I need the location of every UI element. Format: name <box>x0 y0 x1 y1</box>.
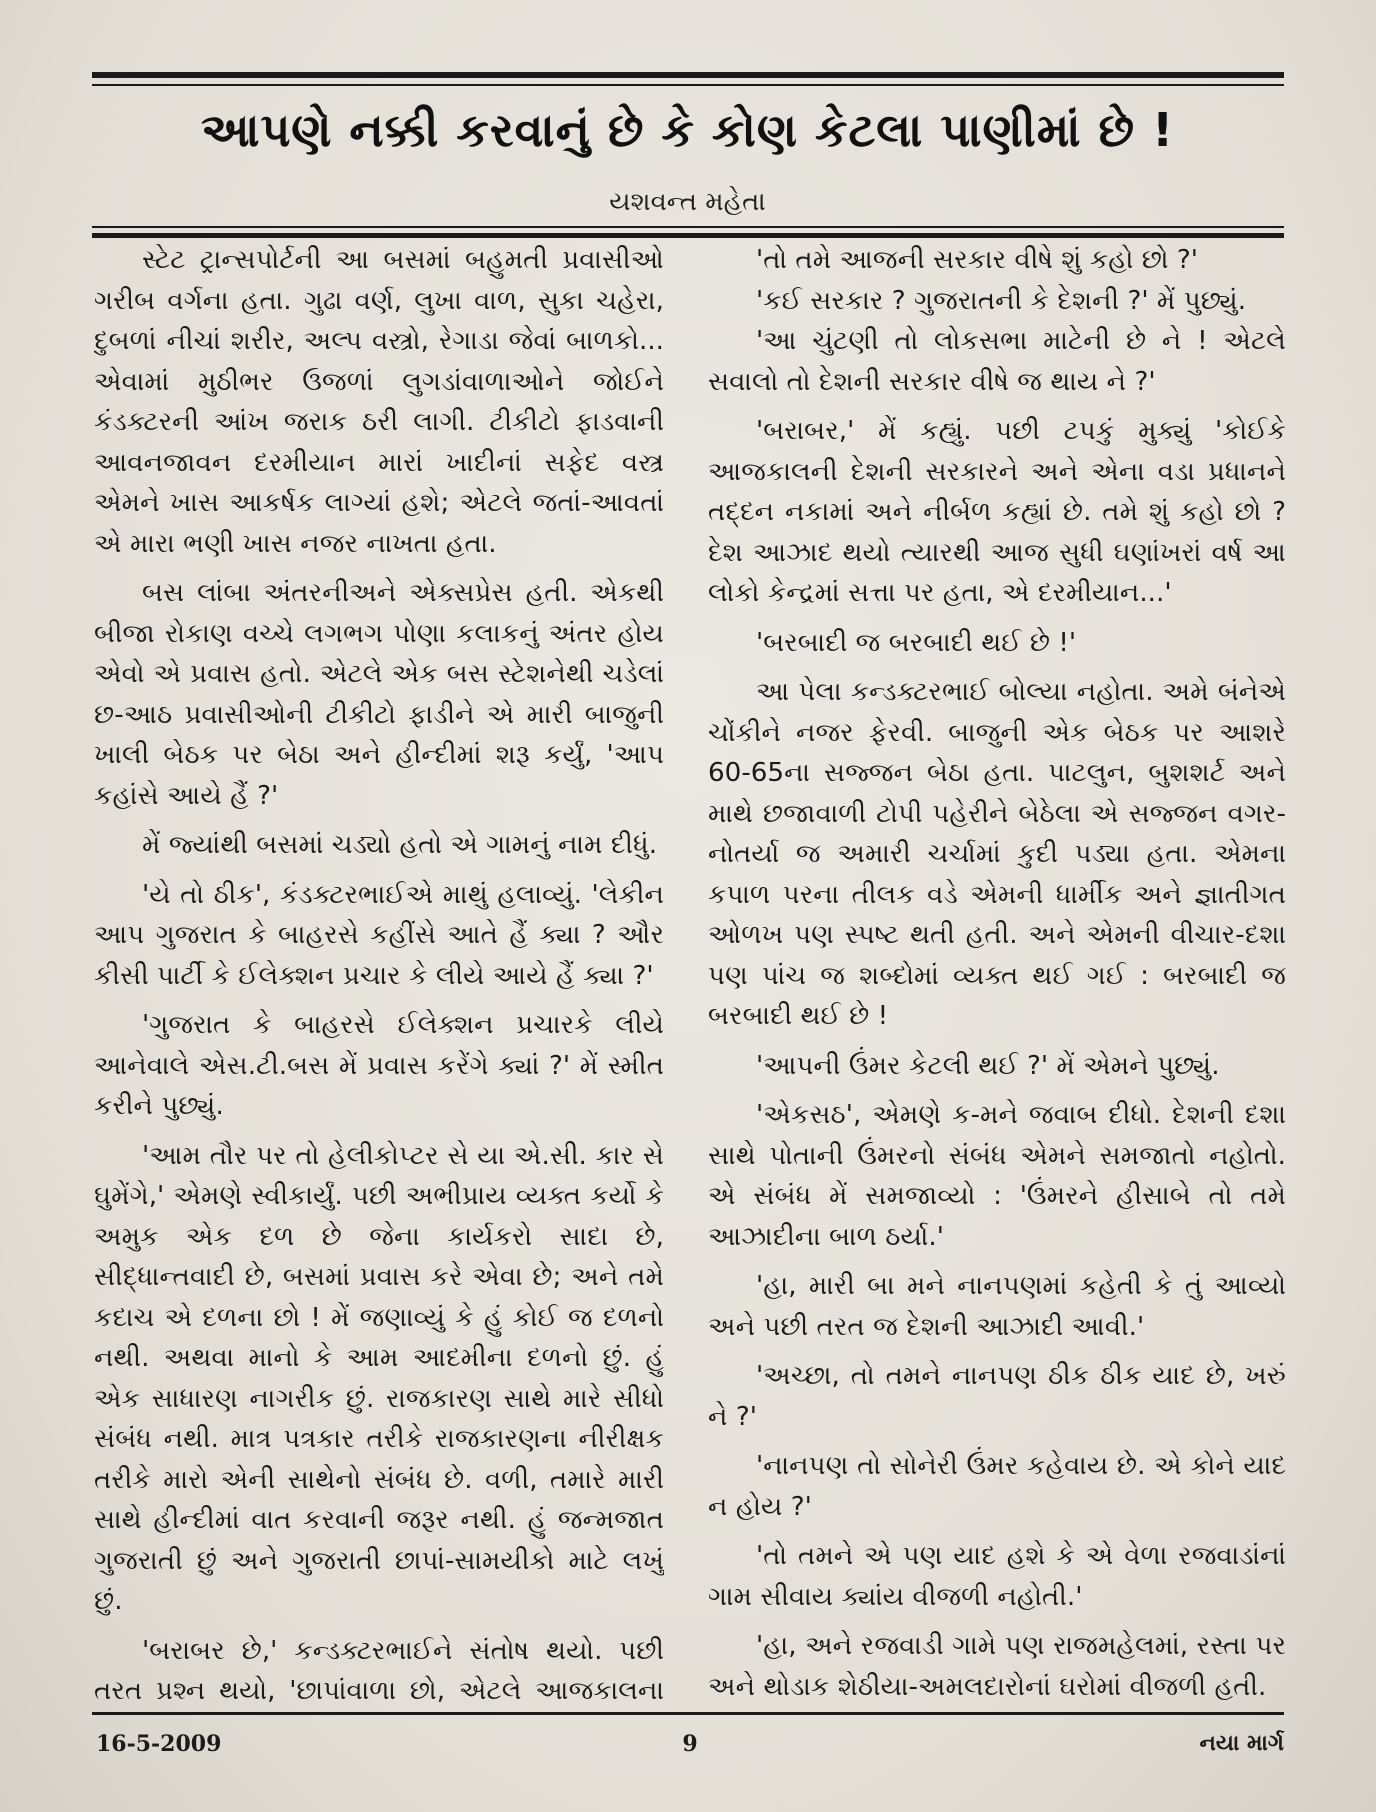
paragraph: 'એકસઠ', એમણે ક-મને જવાબ દીધો. દેશની દશા સાથે પોતાની ઉંમરનો સંબંધ એમને સમજાતો નહોતો. એ સંબંધ મેં સમજાવ્યો : 'ઉંમરને હીસાબે તો તમે આઝાદીના બાળ ઠર્યા.' <box>708 1100 1286 1252</box>
paragraph: બસ લાંબા અંતરનીઅને એક્સપ્રેસ હતી. એકથી બીજા રોકાણ વચ્ચે લગભગ પોણા કલાકનું અંતર હોય એવો એ પ્રવાસ હતો. એટલે એક બસ સ્ટેશનેથી ચડેલાં છ-આઠ પ્રવાસીઓની ટીકીટો ફાડીને એ મારી બાજુની ખાલી બેઠક પર બેઠા અને હીન્દીમાં શરૂ કર્યું, 'આપ કહાંસે આયે હૈં ?' <box>94 578 664 811</box>
paragraph: સ્ટેટ ટ્રાન્સપોર્ટની આ બસમાં બહુમતી પ્રવાસીઓ ગરીબ વર્ગના હતા. ગુઢા વર્ણ, લુખા વાળ, સુકા ચહેરા, દુબળાં નીચાં શરીર, અલ્પ વસ્ત્રો, રેગાડા જેવાં બાળકો... એવામાં મુઠીભર ઉજળાં લુગડાંવાળાઓને જોઈને કંડક્ટરની આંખ જરાક ઠરી લાગી. ટીકીટો ફાડવાની આવનજાવન દરમીયાન મારાં ખાદીનાં સફેદ વસ્ત્ર એમને ખાસ આકર્ષક લાગ્યાં હશે; એટલે જતાં-આવતાં એ મારા ભણી ખાસ નજર નાખતા હતા. <box>94 245 664 559</box>
left-column <box>94 240 664 1705</box>
header-rule-thin <box>92 226 1284 228</box>
paragraph: 'અચ્છા, તો તમને નાનપણ ઠીક ઠીક યાદ છે, ખરું ને ?' <box>708 1361 1286 1432</box>
paragraph: 'ગુજરાત કે બાહરસે ઈલેક્શન પ્રચારકે લીયે આનેવાલે એસ.ટી.બસ મેં પ્રવાસ કરેંગે ક્યાં ?' મેં સ્મીત કરીને પુછ્યું. <box>94 1010 664 1121</box>
top-rule-thin <box>92 84 1284 86</box>
paragraph: 'કઈ સરકાર ? ગુજરાતની કે દેશની ?' મેં પુછ્યું. <box>756 285 1247 316</box>
article-author: યશવન્ત મહેતા <box>609 187 766 217</box>
paragraph: 'આ ચુંટણી તો લોકસભા માટેની છે ને ! એટલે સવાલો તો દેશની સરકાર વીષે જ થાય ને ?' <box>708 326 1286 397</box>
right-column <box>708 240 1286 1705</box>
paragraph: 'તો તમે આજની સરકાર વીષે શું કહો છો ?' <box>756 245 1199 275</box>
paragraph: 'નાનપણ તો સોનેરી ઉંમર કહેવાય છે. એ કોને યાદ ન હોય ?' <box>708 1451 1286 1522</box>
footer-date: 16-5-2009 <box>96 1731 222 1757</box>
paragraph: 'આપની ઉંમર કેટલી થઈ ?' મેં એમને પુછ્યું. <box>756 1050 1220 1081</box>
paragraph: 'હા, અને રજવાડી ગામે પણ રાજમહેલમાં, રસ્તા પર અને થોડાક શેઠીયા-અમલદારોનાં ઘરોમાં વીજળી હતી. <box>708 1631 1286 1702</box>
paragraph: આ પેલા કન્ડક્ટરભાઈ બોલ્યા નહોતા. અમે બંનેએ ચોંકીને નજર ફેરવી. બાજુની એક બેઠક પર આશરે 60-65ના સજ્જન બેઠા હતા. પાટલુન, બુશશર્ટ અને માથે છજાવાળી ટોપી પહેરીને બેઠેલા એ સજ્જન વગર-નોતર્યા જ અમારી ચર્ચામાં કુદી પડ્યા હતા. એમના કપાળ પરના તીલક વડે એમની ધાર્મીક અને જ્ઞાતીગત ઓળખ પણ સ્પષ્ટ થતી હતી. અને એમની વીચાર-દશા પણ પાંચ જ શબ્દોમાં વ્યક્ત થઈ ગઈ : બરબાદી જ બરબાદી થઈ છે ! <box>708 677 1286 1031</box>
paragraph: 'બરાબર,' મેં કહ્યું. પછી ટપકું મુક્યું 'કોઈકે આજકાલની દેશની સરકારને અને એના વડા પ્રધાનને તદ્દન નકામાં અને નીર્બળ કહ્યાં છે. તમે શું કહો છો ? દેશ આઝાદ થયો ત્યારથી આજ સુધી ઘણાંખરાં વર્ષ આ લોકો કેન્દ્રમાં સત્તા પર હતા, એ દરમીયાન...' <box>708 416 1286 608</box>
paragraph: 'હા, મારી બા મને નાનપણમાં કહેતી કે તું આવ્યો અને પછી તરત જ દેશની આઝાદી આવી.' <box>708 1271 1286 1342</box>
paragraph: 'બરાબર છે,' કન્ડક્ટરભાઈને સંતોષ થયો. પછી તરત પ્રશ્ન થયો, 'છાપાંવાળા છો, એટલે આજકાલના <box>94 1635 664 1705</box>
paragraph: 'યે તો ઠીક', કંડક્ટરભાઈએ માથું હલાવ્યું. 'લેકીન આપ ગુજરાત કે બાહરસે કહીંસે આતે હૈં ક્યા ? ઔર કીસી પાર્ટી કે ઈલેક્શન પ્રચાર કે લીયે આયે હૈં ક્યા ?' <box>94 879 664 991</box>
paragraph: 'બરબાદી જ બરબાદી થઈ છે !' <box>756 627 1077 658</box>
article-title: આપણે નક્કી કરવાનું છે કે કોણ કેટલા પાણીમાં છે ! <box>200 103 1175 157</box>
footer-publication: નયા માર્ગ <box>1199 1731 1284 1756</box>
top-rule-thick <box>92 72 1284 78</box>
header-rule-thick <box>92 233 1284 238</box>
paragraph: મેં જ્યાંથી બસમાં ચડ્યો હતો એ ગામનું નામ દીધું. <box>142 830 658 860</box>
paragraph: 'તો તમને એ પણ યાદ હશે કે એ વેળા રજવાડાંનાં ગામ સીવાય ક્યાંય વીજળી નહોતી.' <box>708 1541 1286 1612</box>
footer-page-number: 9 <box>682 1731 698 1757</box>
footer-rule <box>92 1712 1284 1715</box>
paragraph: 'આમ તૌર પર તો હેલીકોપ્ટર સે યા એ.સી. કાર સે ઘુમેંગે,' એમણે સ્વીકાર્યું. પછી અભીપ્રાય વ્યક્ત કર્યો કે અમુક એક દળ છે જેના કાર્યકરો સાદા છે, સીદ્ધાન્તવાદી છે, બસમાં પ્રવાસ કરે એવા છે; અને તમે કદાચ એ દળના છો ! મેં જણાવ્યું કે હું કોઈ જ દળનો નથી. અથવા માનો કે આમ આદમીના દળનો છું. હું એક સાધારણ નાગરીક છું. રાજકારણ સાથે મારે સીધો સંબંધ નથી. માત્ર પત્રકાર તરીકે રાજકારણના નીરીક્ષક તરીકે મારો એની સાથેનો સંબંધ છે. વળી, તમારે મારી સાથે હીન્દીમાં વાત કરવાની જરૂર નથી. હું જન્મજાત ગુજરાતી છું અને ગુજરાતી છાપાં-સામયીકો માટે લખું છું. <box>94 1140 664 1616</box>
